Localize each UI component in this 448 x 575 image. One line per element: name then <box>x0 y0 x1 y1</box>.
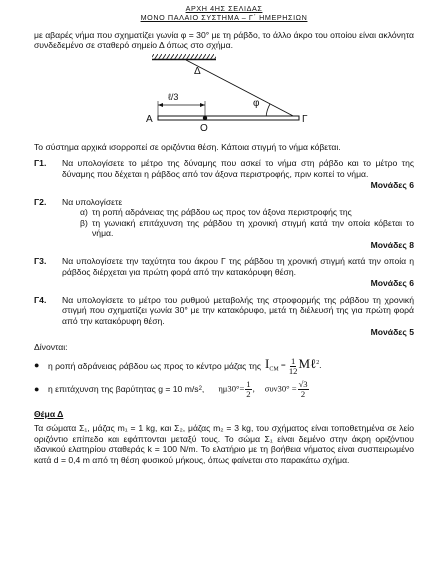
page-content <box>34 30 414 465</box>
label-o: Ο <box>200 122 208 134</box>
question-g2-number: Γ2. <box>34 196 47 207</box>
string-line <box>186 60 297 118</box>
label-delta: Δ <box>194 65 201 77</box>
given-label: Δίνονται: <box>34 341 68 352</box>
inertia-mass-length: Mℓ <box>298 356 317 372</box>
inertia-subscript: CM <box>269 366 279 373</box>
l3-arrow-right <box>200 103 205 107</box>
question-g1-text: Να υπολογίσετε το μέτρο της δύναμης που ασκεί το νήμα στη ράβδο και το μέτρο της δύναμης που δέχεται η ράβδος από τον άξονα περιστροφής, πριν κοπεί το νήμα. <box>62 158 414 179</box>
theta-d-paragraph: Τα σώματα Σ₁, μάζας m₁ = 1 kg, και Σ₂, μάζας m₂ = 3 kg, του σχήματος είναι τοποθετημένα σε λείο οριζόντιο επίπεδο και εφάπτονται μεταξύ τους. Το σώμα Σ₁ είναι δεμένο στην άκρη οριζόντιου ιδανικού ελατηρίου σταθεράς k = 100 N/m. Το ελατήριο με τη βοήθεια νήματος είναι συσπειρωμένο κατά d = 0,4 m από τη θέση φυσικού μήκους, όπως φαίνεται στο παρακάτω σχήμα. <box>34 423 414 465</box>
question-g2-text: Να υπολογίσετε <box>62 196 123 207</box>
question-g4-marks: Μονάδες 5 <box>370 327 414 338</box>
rod-diagram <box>34 54 414 136</box>
question-g2-marks: Μονάδες 8 <box>370 239 414 250</box>
label-a: Α <box>146 113 153 125</box>
question-g1-marks: Μονάδες 6 <box>370 180 414 191</box>
question-g4 <box>34 295 414 326</box>
question-g2-a-label: α) <box>80 207 88 218</box>
question-g2-b-text: τη γωνιακή επιτάχυνση της ράβδου τη χρονική στιγμή κατά την οποία κόβεται το νήμα. <box>92 217 414 239</box>
question-g2-b-label: β) <box>80 217 88 228</box>
question-g3-marks: Μονάδες 6 <box>370 278 414 289</box>
inertia-fraction <box>289 357 298 376</box>
sin-separator: , <box>252 383 255 394</box>
theta-d-title: Θέμα Δ <box>34 408 64 419</box>
label-l3: ℓ/3 <box>168 91 179 102</box>
cos-numerator: √3 <box>298 378 308 389</box>
label-phi: φ <box>253 97 260 109</box>
label-g: Γ <box>302 113 308 125</box>
header-exam-title: ΜΟΝΟ ΠΑΛΑΙΟ ΣΥΣΤΗΜΑ – Γ΄ ΗΜΕΡΗΣΙΩΝ <box>140 13 308 22</box>
question-g4-text: Να υπολογίσετε το μέτρο του ρυθμού μεταβολής της στροφορμής της ράβδου τη χρονική στιγμή που σχηματίζει γωνία 30° με την κατακόρυφο, μετά τη διέλευσή της για πρώτη φορά από την κατακόρυφη θέση. <box>62 294 414 326</box>
cos-denominator: 2 <box>300 388 306 399</box>
given-bullet-inertia <box>34 356 414 376</box>
question-g2-a-text: τη ροπή αδράνειας της ράβδου ως προς τον άξονα περιστροφής της <box>92 207 352 218</box>
question-g4-number: Γ4. <box>34 294 47 305</box>
question-g3-number: Γ3. <box>34 256 47 267</box>
sin-label: ημ30°= <box>218 383 245 394</box>
question-g2-a <box>80 207 414 217</box>
inertia-formula <box>265 356 321 376</box>
given-gravity-text: η επιτάχυνση της βαρύτητας g = 10 m/s <box>48 384 199 395</box>
question-g1 <box>34 158 414 179</box>
pivot-point <box>203 116 207 120</box>
sin-formula <box>218 380 254 399</box>
question-g2 <box>34 197 414 239</box>
sin-fraction <box>245 380 251 399</box>
cos-label: συν30° = <box>264 383 297 394</box>
given-inertia-text: η ροπή αδράνειας ράβδου ως προς το κέντρο μάζας της <box>48 360 262 371</box>
system-paragraph: Το σύστημα αρχικά ισορροπεί σε οριζόντια θέση. Κάποια στιγμή το νήμα κόβεται. <box>34 141 341 152</box>
inertia-exponent: 2 <box>316 360 320 367</box>
bullet-dot-icon: ● <box>34 383 40 394</box>
rod <box>158 116 299 120</box>
sin-numerator: 1 <box>246 378 251 389</box>
cos-formula <box>265 380 310 399</box>
inertia-equals: = <box>278 360 288 371</box>
inertia-numerator: 1 <box>291 355 296 366</box>
gravity-exponent: 2 <box>198 385 202 392</box>
question-g3-text: Να υπολογίσετε την ταχύτητα του άκρου Γ της ράβδου τη χρονική στιγμή κατά την οποία η ράβδος διέρχεται για πρώτη φορά από την κατακόρυφη θέση. <box>62 256 414 277</box>
l3-arrow-left <box>158 103 163 107</box>
question-g3 <box>34 256 414 277</box>
inertia-period: . <box>319 360 322 371</box>
rod-figure <box>34 54 414 136</box>
ceiling-hatch <box>152 54 216 59</box>
gravity-separator: , <box>201 384 205 395</box>
sin-denominator: 2 <box>246 388 251 399</box>
intro-paragraph: με αβαρές νήμα που σχηματίζει γωνία φ = 30° με τη ράβδο, το άλλο άκρο του οποίου είναι ακλόνητα συνδεδεμένο σε σταθερό σημείο Δ όπως στο σχήμα. <box>34 30 414 51</box>
header-page-number: ΑΡΧΗ 4ΗΣ ΣΕΛΙΔΑΣ <box>185 4 263 13</box>
bullet-dot-icon: ● <box>34 360 40 371</box>
inertia-denominator: 12 <box>288 365 298 376</box>
given-bullet-gravity <box>34 380 414 399</box>
question-g2-b <box>80 218 414 239</box>
inertia-symbol: I <box>265 356 270 372</box>
cos-fraction <box>298 380 309 399</box>
question-g1-number: Γ1. <box>34 158 47 169</box>
page-header <box>0 0 448 22</box>
